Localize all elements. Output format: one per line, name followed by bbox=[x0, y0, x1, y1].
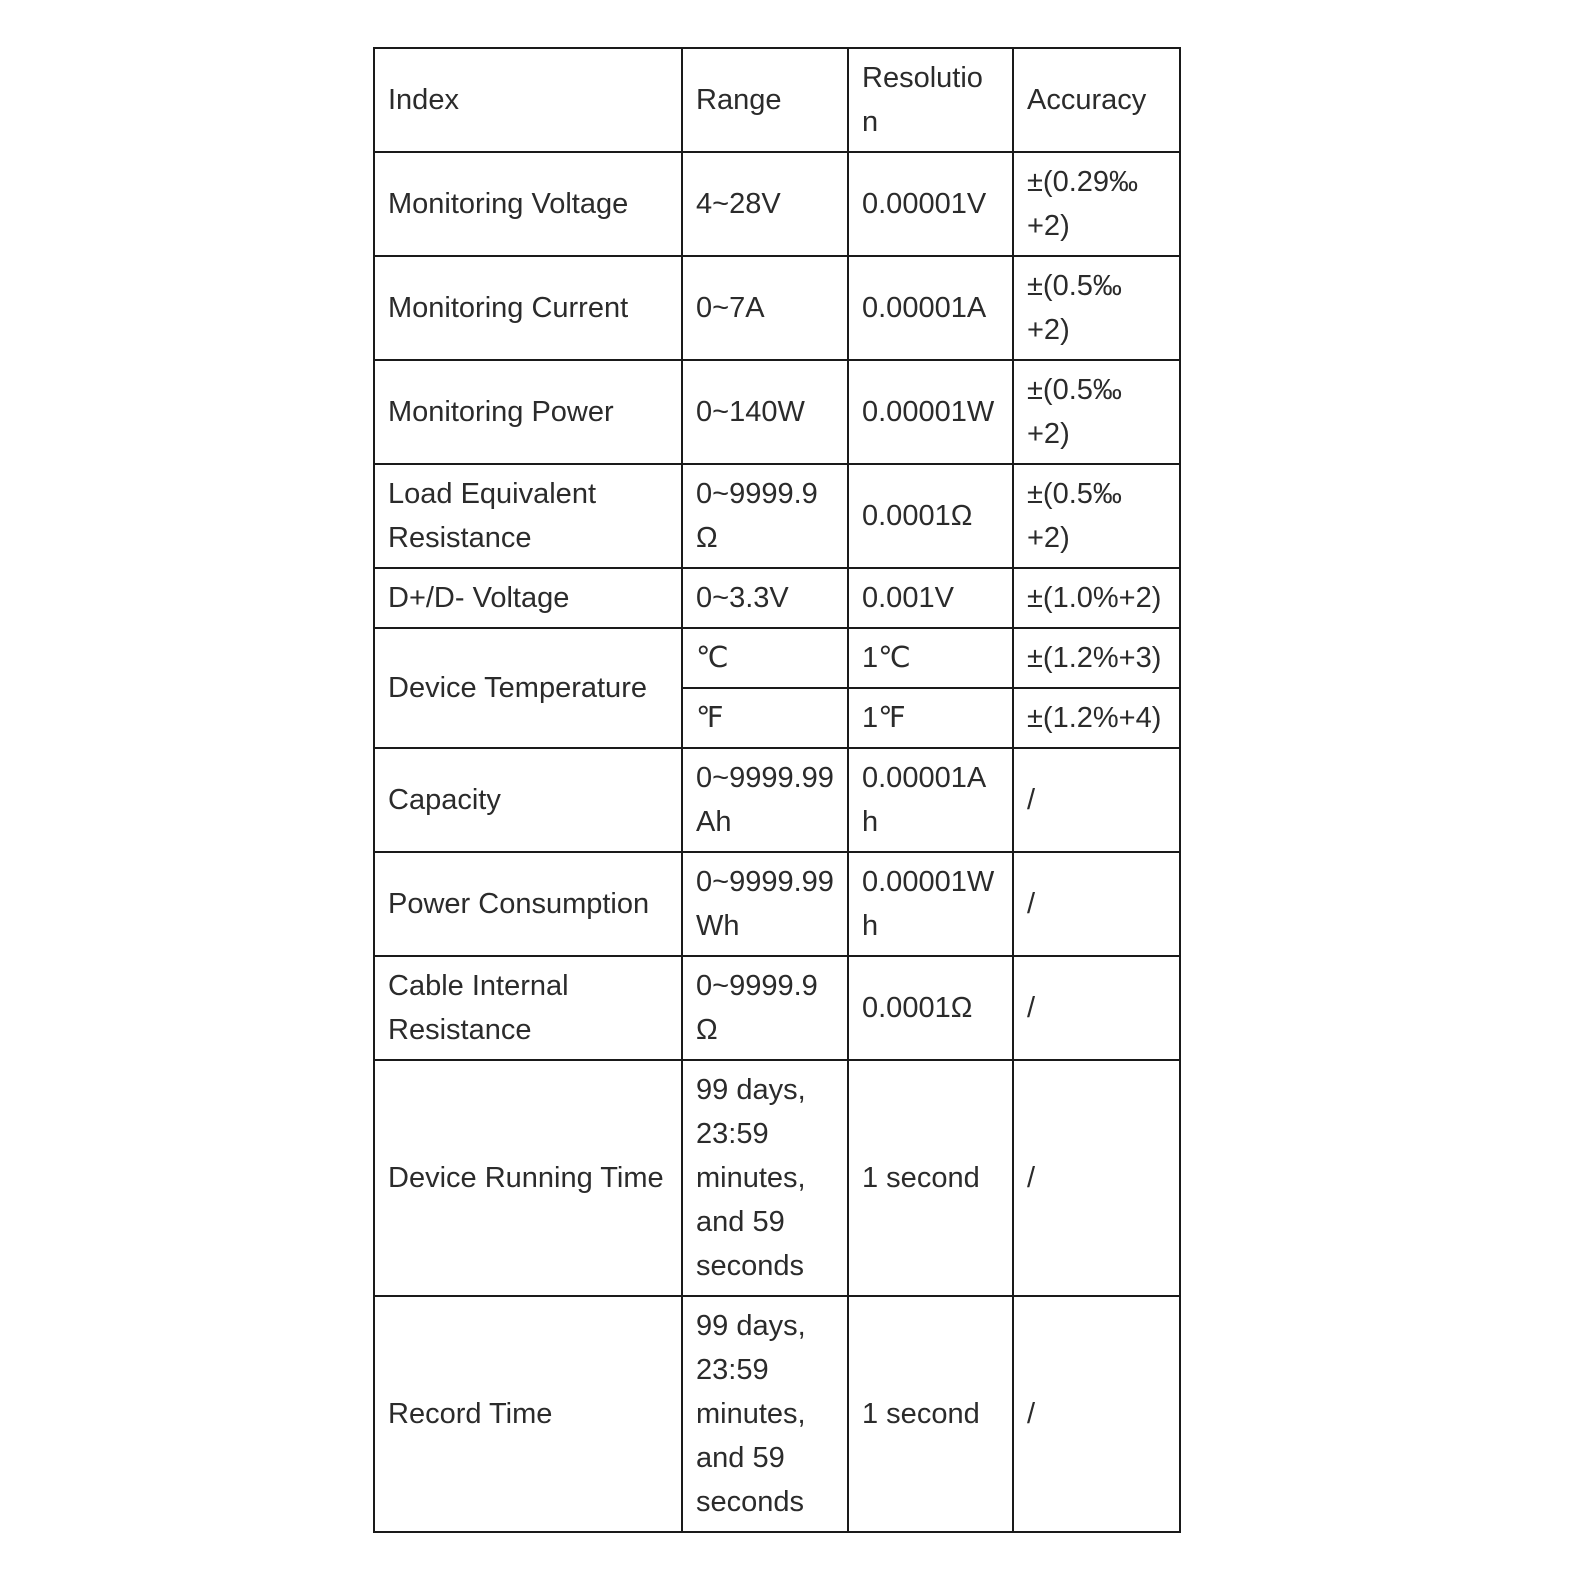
cell-accuracy: ±(0.5‰ +2) bbox=[1013, 464, 1180, 568]
header-index: Index bbox=[374, 48, 682, 152]
cell-accuracy: / bbox=[1013, 1296, 1180, 1532]
cell-range: 4~28V bbox=[682, 152, 848, 256]
cell-accuracy: ±(0.5‰ +2) bbox=[1013, 360, 1180, 464]
cell-index: Record Time bbox=[374, 1296, 682, 1532]
cell-range: 0~3.3V bbox=[682, 568, 848, 628]
spec-table bbox=[373, 47, 1181, 1533]
cell-accuracy: / bbox=[1013, 1060, 1180, 1296]
cell-accuracy: ±(0.29‰ +2) bbox=[1013, 152, 1180, 256]
cell-range: ℉ bbox=[682, 688, 848, 748]
cell-accuracy: ±(1.2%+4) bbox=[1013, 688, 1180, 748]
cell-range: ℃ bbox=[682, 628, 848, 688]
cell-resolution: 1℃ bbox=[848, 628, 1013, 688]
header-accuracy: Accuracy bbox=[1013, 48, 1180, 152]
cell-range: 99 days, 23:59 minutes, and 59 seconds bbox=[682, 1296, 848, 1532]
table-row bbox=[374, 1296, 1180, 1532]
cell-index: D+/D- Voltage bbox=[374, 568, 682, 628]
cell-range: 0~9999.99Ah bbox=[682, 748, 848, 852]
cell-accuracy: / bbox=[1013, 956, 1180, 1060]
cell-index: Capacity bbox=[374, 748, 682, 852]
cell-range: 99 days, 23:59 minutes, and 59 seconds bbox=[682, 1060, 848, 1296]
cell-resolution: 0.00001Ah bbox=[848, 748, 1013, 852]
header-range: Range bbox=[682, 48, 848, 152]
cell-range: 0~9999.99Wh bbox=[682, 852, 848, 956]
table-row bbox=[374, 256, 1180, 360]
cell-index: Cable Internal Resistance bbox=[374, 956, 682, 1060]
table-row bbox=[374, 568, 1180, 628]
cell-index: Device Running Time bbox=[374, 1060, 682, 1296]
cell-accuracy: ±(0.5‰ +2) bbox=[1013, 256, 1180, 360]
cell-range: 0~7A bbox=[682, 256, 848, 360]
header-resolution: Resolution bbox=[848, 48, 1013, 152]
table-row bbox=[374, 628, 1180, 688]
cell-accuracy: / bbox=[1013, 852, 1180, 956]
cell-resolution: 1℉ bbox=[848, 688, 1013, 748]
table-row bbox=[374, 360, 1180, 464]
cell-resolution: 0.0001Ω bbox=[848, 464, 1013, 568]
table-row bbox=[374, 152, 1180, 256]
cell-index: Monitoring Power bbox=[374, 360, 682, 464]
cell-index: Power Consumption bbox=[374, 852, 682, 956]
cell-index: Load Equivalent Resistance bbox=[374, 464, 682, 568]
table-row bbox=[374, 852, 1180, 956]
cell-range: 0~140W bbox=[682, 360, 848, 464]
cell-resolution: 0.00001Wh bbox=[848, 852, 1013, 956]
table-row bbox=[374, 464, 1180, 568]
cell-accuracy: ±(1.2%+3) bbox=[1013, 628, 1180, 688]
cell-resolution: 1 second bbox=[848, 1296, 1013, 1532]
cell-range: 0~9999.9Ω bbox=[682, 956, 848, 1060]
cell-accuracy: ±(1.0%+2) bbox=[1013, 568, 1180, 628]
cell-index: Monitoring Current bbox=[374, 256, 682, 360]
cell-resolution: 0.0001Ω bbox=[848, 956, 1013, 1060]
cell-resolution: 0.001V bbox=[848, 568, 1013, 628]
table-row bbox=[374, 1060, 1180, 1296]
cell-accuracy: / bbox=[1013, 748, 1180, 852]
cell-resolution: 0.00001A bbox=[848, 256, 1013, 360]
table-row bbox=[374, 956, 1180, 1060]
cell-resolution: 0.00001W bbox=[848, 360, 1013, 464]
cell-index: Monitoring Voltage bbox=[374, 152, 682, 256]
table-row bbox=[374, 748, 1180, 852]
cell-range: 0~9999.9Ω bbox=[682, 464, 848, 568]
cell-index: Device Temperature bbox=[374, 628, 682, 748]
table-header-row bbox=[374, 48, 1180, 152]
cell-resolution: 1 second bbox=[848, 1060, 1013, 1296]
cell-resolution: 0.00001V bbox=[848, 152, 1013, 256]
